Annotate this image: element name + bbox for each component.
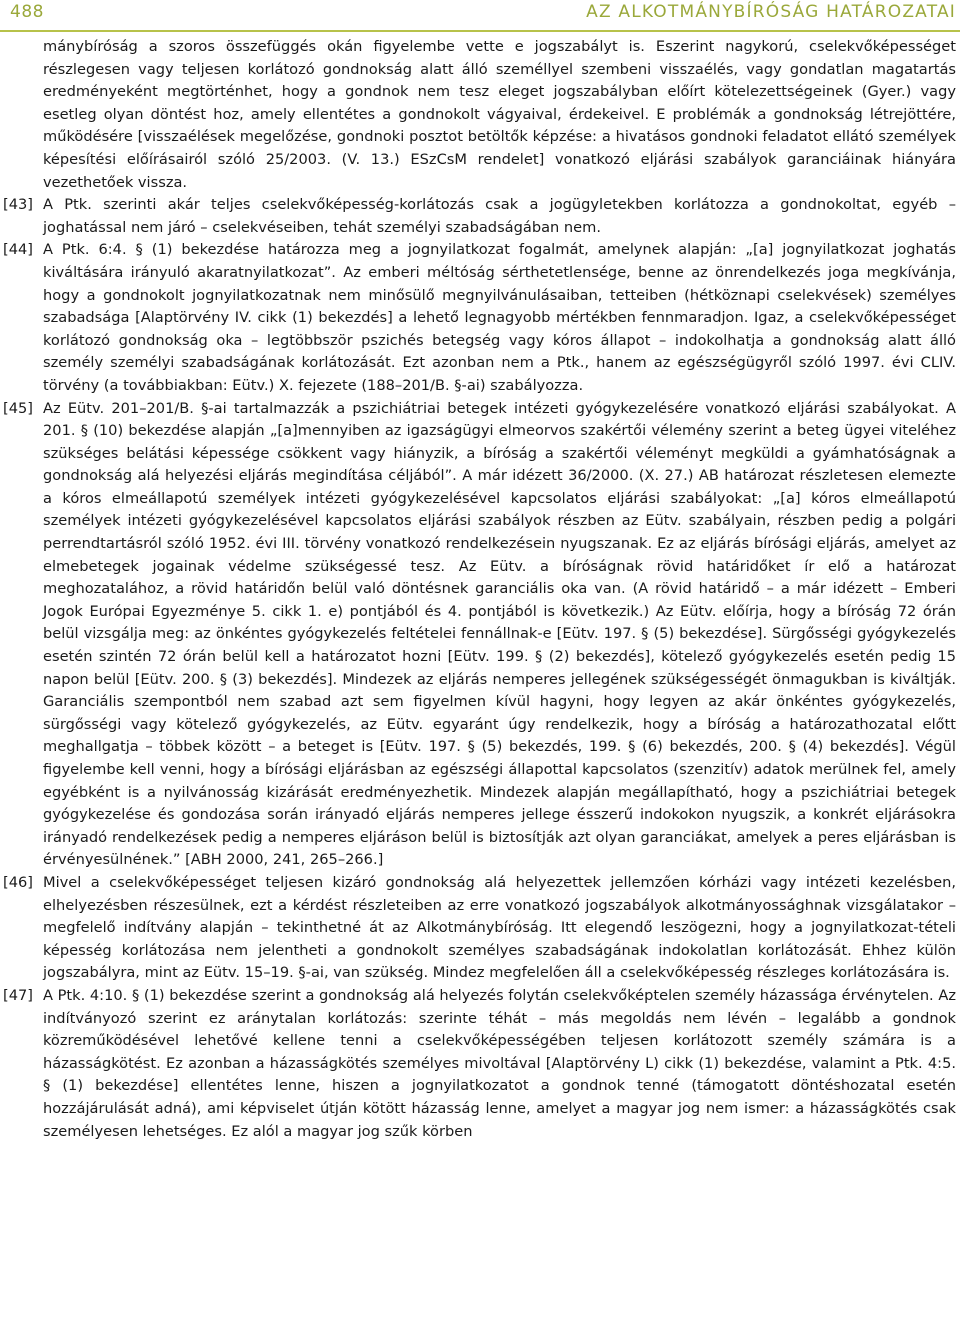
- paragraph-number: [46]: [3, 873, 33, 891]
- paragraph-47: [0, 985, 956, 1143]
- body-text: [0, 36, 956, 1143]
- paragraph-text: Az Eütv. 201–201/B. §-ai tartalmazzák a pszichiátriai betegek intézeti gyógykezelésére vonatkozó eljárási szabályokat. A 201. § (10) bekezdése alapján „[a]mennyiben az igazságügyi elmeorvos szakértői vélemény szerint a beteg ügyei viteléhez szükséges belátási képessége csökkent vagy hiányzik, a bíróság a szakértői véleményt megküldi a gyámhatóságnak a gondnokság alá helyezési eljárás megindítása céljából”. A már idézett 36/2000. (X. 27.) AB határozat részletesen elemezte a kóros elmeállapotú személyek intézeti gyógykezelésével kapcsolatos eljárási szabályokat: „[a] kóros elmeállapotú személyek intézeti gyógykezelésével kapcsolatos eljárási szabályok részben az Eütv. szabályain, részben pedig a polgári perrendtartásról szóló 1952. évi III. törvény vonatkozó rendelkezésein nyugszanak. Ez az eljárás bírósági eljárás, amelyet az elmebetegek jogainak védelme szükségessé tesz. Az Eütv. a bíróságnak rövid határidőket ír elő a határozat meghozatalához, a rövid határidőn belül való döntésnek garanciális oka van. (A rövid határidő – a már idézett – Emberi Jogok Európai Egyezménye 5. cikk 1. e) pontjából és 4. pontjából is következik.) Az Eütv. előírja, hogy a bíróság 72 órán belül vizsgálja meg: az önkéntes gyógykezelés feltételei fennállnak-e [Eütv. 197. § (5) bekezdése]. Sürgősségi gyógykezelés esetén szintén 72 órán belül kell a határozatot hozni [Eütv. 199. § (2) bekezdés], kötelező gyógykezelés esetén pedig 15 napon belül [Eütv. 200. § (3) bekezdés]. Mindezek az eljárás nemperes jellegének szükségességét önmagukban is kiváltják. Garanciális szempontból nem szabad azt sem figyelmen kívül hagyni, hogy legyen az akár önkéntes gyógykezelés, sürgősségi vagy kötelező gyógykezelés, az Eütv. egyaránt úgy rendelkezik, hogy a bíróság a határozathozatal előtt meghallgatja – többek között – a beteget is [Eütv. 197. § (5) bekezdés, 199. § (6) bekezdés, 200. § (4) bekezdés]. Végül figyelembe kell venni, hogy a bírósági eljárásban az egészségi állapottal kapcsolatos (szenzitív) adatok merülnek fel, amely egyébként is a nyilvánosság kizárását eredményezhetik. Mindezek alapján megállapítható, hogy a pszichiátriai betegek gyógykezelése és gondozása során irányadó eljárás nemperes jellege ésszerű indokokon nyugszik, a konkrét eljárásokra irányadó rendelkezések pedig a nemperes eljáráson belül is biztosítják azt olyan garanciákat, amelyek a peres eljárásban is érvényesülnének.” [ABH 2000, 241, 265–266.]: [43, 399, 956, 869]
- page-header: [0, 0, 960, 32]
- header-rule: [0, 30, 960, 32]
- paragraph-text: Mivel a cselekvőképességet teljesen kizáró gondnokság alá helyezettek jellemzően kórházi vagy intézeti kezelésben, elhelyezésben részesülnek, ezt a kérdést részleteiben az erre vonatkozó jogszabályok alkotmányossághnak vizsgálatakor – megfelelő indítvány alapján – tekinthetné át az Alkotmánybíróság. Itt elegendő leszögezni, hogy a jognyilatkozat-tételi képesség korlátozása nem jelentheti a gondnokolt személyes szabadságának indokolatlan korlátozását. Ehhez külön jogszabályra, mint az Eütv. 15–19. §-ai, van szükség. Mindez megfelelően áll a cselekvőképesség részleges korlátozására is.: [43, 873, 956, 982]
- paragraph-43: [0, 194, 956, 239]
- paragraph-45: [0, 398, 956, 872]
- paragraph-44: [0, 239, 956, 397]
- running-title: AZ ALKOTMÁNYBÍRÓSÁG HATÁROZATAI: [586, 2, 956, 22]
- paragraph-46: [0, 872, 956, 985]
- page-number: 488: [10, 2, 44, 22]
- paragraph-number: [47]: [3, 986, 33, 1004]
- paragraph-text: A Ptk. 4:10. § (1) bekezdése szerint a gondnokság alá helyezés folytán cselekvőképtelen személy házassága érvénytelen. Az indítványozó szerint ez aránytalan korlátozás: szerinte téhát – más megoldás nem lévén – legalább a gondnok közreműködésével lehetővé kellene tenni a cselekvőképességében teljesen korlátozott személy számára is a házasságkötést. Ez azonban a házasságkötés személyes mivoltával [Alaptörvény L) cikk (1) bekezdése, valamint a Ptk. 4:5. § (1) bekezdése] ellentétes lenne, hiszen a jognyilatkozatot a gondnok tenné (támogatott döntéshozatal esetén hozzájárulását adná), ami képviselet útján kötött házasság lenne, amelyet a magyar jog nem ismer: a házasságkötés csak személyesen lehetséges. Ez alól a magyar jog szűk körben: [43, 986, 956, 1140]
- paragraph-text: A Ptk. 6:4. § (1) bekezdése határozza meg a jognyilatkozat fogalmát, amelynek alapján: „[a] jognyilatkozat joghatás kiváltására irányuló akaratnyilatkozat”. Az emberi méltóság sérthetetlensége, benne az önrendelkezés joga megkívánja, hogy a gondnokolt jognyilatkozatnak nem minősülő megnyilvánulásaiban, tetteiben (hétköznapi cselekvések) személyes szabadsága [Alaptörvény IV. cikk (1) bekezdés] a lehető legnagyobb mértékben fennmaradjon. Igaz, a cselekvőképességet korlátozó gondnokság oka – legtöbbször pszichés betegség vagy kóros állapot – indokolhatja a gondnokság alatt álló személy személyi szabadságának korlátozását. Ezt azonban nem a Ptk., hanem az egészségügyről szóló 1997. évi CLIV. törvény (a továbbiakban: Eütv.) X. fejezete (188–201/B. §-ai) szabályozza.: [43, 241, 956, 394]
- paragraph-number: [45]: [3, 399, 33, 417]
- paragraph-number: [44]: [3, 241, 33, 259]
- paragraph-text: A Ptk. szerinti akár teljes cselekvőképesség-korlátozás csak a jogügyletekben korlátozza a gondnokoltat, egyéb – joghatással nem járó – cselekvéseiben, tehát személyi szabadságában nem.: [43, 196, 956, 236]
- continued-paragraph: mánybíróság a szoros összefüggés okán figyelembe vette e jogszabályt is. Eszerint nagykorú, cselekvőképességet részlegesen vagy teljesen korlátozó gondnokság alatt álló személlyel szembeni visszaélés, vagy gondatlan magatartás eredményeként megtörténhet, hogy a gondnok nem tesz eleget jogszabályban előírt kötelezettségeinek (Gyer.) vagy esetleg olyan döntést hoz, amely ellentétes a gondnokolt vágyaival, érdekeivel. E problémák a gondnokság létrejöttére, működésére [visszaélések megelőzése, gondnoki posztot betöltők képzése: a hivatásos gondnoki feladatot ellátó személyek képesítési előírásairól szóló 25/2003. (V. 13.) ESzCsM rendelet] vonatkozó eljárási szabályok garanciáinak hiányára vezethetőek vissza.: [43, 38, 956, 191]
- paragraph-number: [43]: [3, 196, 33, 214]
